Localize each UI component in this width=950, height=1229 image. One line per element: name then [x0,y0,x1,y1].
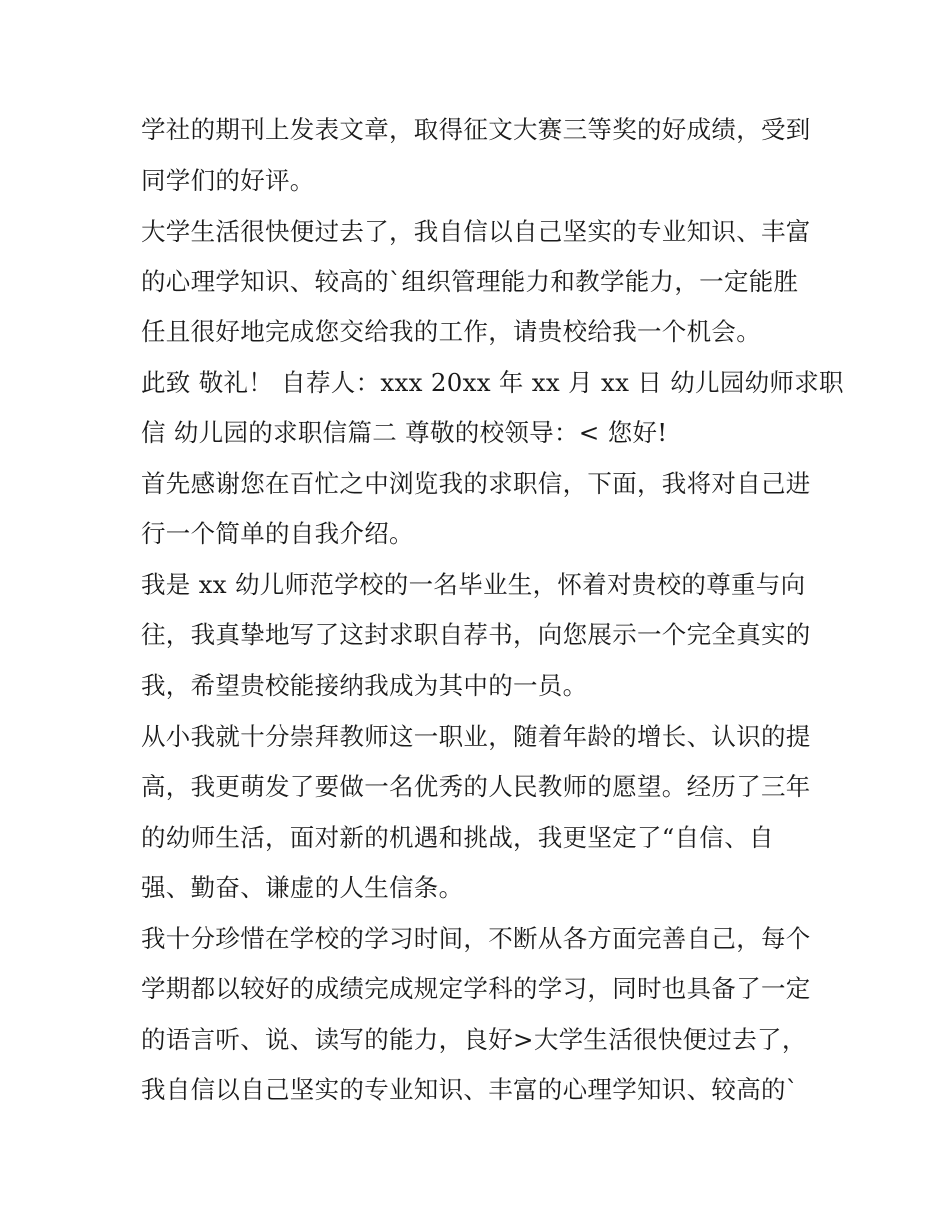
text-line: 的幼师生活，面对新的机遇和挑战，我更坚定了“自信、自 [141,823,774,852]
text-line: 我是 xx 幼儿师范学校的一名毕业生，怀着对贵校的尊重与向 [141,570,806,599]
text-line: 行一个简单的自我介绍。 [141,519,414,548]
text-line: 我，希望贵校能接纳我成为其中的一员。 [141,671,588,700]
text-line: 我自信以自己坚实的专业知识、丰富的心理学知识、较高的` [141,1075,799,1104]
text-line: 从小我就十分崇拜教师这一职业，随着年龄的增长、认识的提 [141,722,811,751]
text-line: 大学生活很快便过去了，我自信以自己坚实的专业知识、丰富 [141,217,811,246]
text-line: 任且很好地完成您交给我的工作，请贵校给我一个机会。 [141,317,761,346]
text-line: 的心理学知识、较高的`组织管理能力和教学能力，一定能胜 [141,267,799,296]
text-line: 信 幼儿园的求职信篇二 尊敬的校领导：< 您好! [141,418,668,447]
text-line: 此致 敬礼！ 自荐人：xxx 20xx 年 xx 月 xx 日 幼儿园幼师求职 [141,368,844,397]
text-line: 首先感谢您在百忙之中浏览我的求职信，下面，我将对自己进 [141,469,811,498]
text-line: 的语言听、说、读写的能力，良好>大学生活很快便过去了， [141,1025,807,1054]
text-line: 学社的期刊上发表文章，取得征文大赛三等奖的好成绩，受到 [141,115,811,144]
text-line: 强、勤奋、谦虚的人生信条。 [141,873,464,902]
text-line: 往，我真挚地写了这封求职自荐书，向您展示一个完全真实的 [141,620,811,649]
text-line: 高，我更萌发了要做一名优秀的人民教师的愿望。经历了三年 [141,772,811,801]
text-line: 我十分珍惜在学校的学习时间，不断从各方面完善自己，每个 [141,924,811,953]
text-line: 学期都以较好的成绩完成规定学科的学习，同时也具备了一定 [141,974,811,1003]
text-line: 同学们的好评。 [141,166,315,195]
